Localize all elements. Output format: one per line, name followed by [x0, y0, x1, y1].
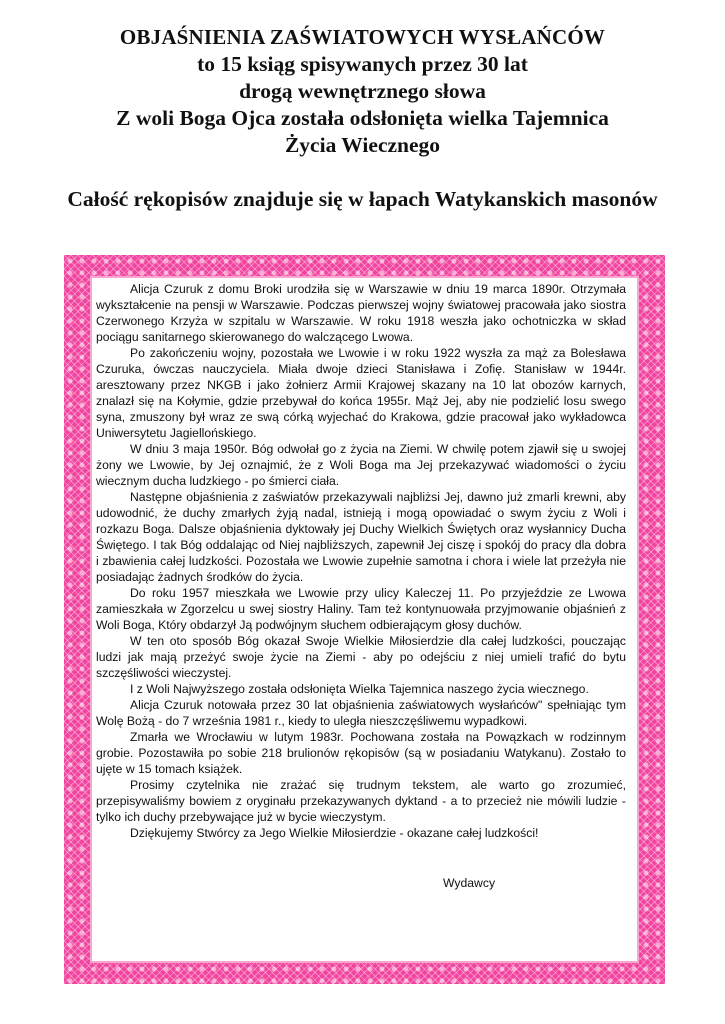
signature: Wydawcy [443, 876, 496, 890]
title-line-1: OBJAŚNIENIA ZAŚWIATOWYCH WYSŁAŃCÓW [119, 25, 606, 49]
title-line-2: to 15 ksiąg spisywanych przez 30 lat [197, 52, 528, 76]
paragraph-11: Dziękujemy Stwórcy za Jego Wielkie Miłosierdzie - okazane całej ludzkości! [130, 826, 539, 840]
subtitle: Całość rękopisów znajduje się w łapach Watykanskich masonów [67, 187, 658, 211]
paragraph-9: Zmarła we Wrocławiu w lutym 1983r. Pochowana została na Powązkach w rodzinnym grobie. Pozostawiła po sobie 218 brulionów rękopisów (są w posiadaniu Watykanu). Zostało to ujęte w 15 tomach książek. [96, 730, 626, 776]
paragraph-5: Do roku 1957 mieszkała we Lwowie przy ulicy Kaleczej 11. Po przyjeździe ze Lwowa zamieszkała w Zgorzelcu u swej siostry Haliny. Tam też kontynuowała przyjmowanie objaśnień z Woli Boga, Który obdarzył Ją podwójnym słuchem odbierającym głosy duchów. [96, 586, 626, 632]
paragraph-1: Alicja Czuruk z domu Broki urodziła się w Warszawie w dniu 19 marca 1890r. Otrzymała wykształcenie na pensji w Warszawie. Podczas pierwszej wojny światowej pracowała jako siostra Czerwonego Krzyża w szpitalu w Warszawie. W roku 1918 weszła jako ochotniczka w skład pociągu sanitarnego skierowanego do walczącego Lwowa. [96, 282, 626, 344]
paragraph-8: Alicja Czuruk notowała przez 30 lat objaśnienia zaświatowych wysłańców" spełniając tym Wolę Bożą - do 7 września 1981 r., kiedy to uległa nieszczęśliwemu wypadkowi. [96, 698, 626, 728]
body-text [96, 281, 626, 841]
title-line-4: Z woli Boga Ojca została odsłonięta wielka Tajemnica [116, 106, 609, 130]
title-line-5: Życia Wiecznego [284, 133, 441, 157]
paragraph-10: Prosimy czytelnika nie zrażać się trudnym tekstem, ale warto go zrozumieć, przepisywaliśmy bowiem z oryginału przekazywanych dyktand - a to przecież nie mówili ludzie - tylko ich duchy przebywające już w bycie wieczystym. [96, 778, 626, 824]
paragraph-2: Po zakończeniu wojny, pozostała we Lwowie i w roku 1922 wyszła za mąż za Bolesława Czuruka, ówczas nauczyciela. Miała dwoje dzieci Stanisława i Zofię. Stanisław w 1944r. aresztowany przez NKGB i jako żołnierz Armii Krajowej skazany na 10 lat obozów karnych, znalazł się na Kołymie, gdzie przebywał do końca 1955r. Mąż Jej, aby nie podzielić losu swego syna, zmuszony był wraz ze swą córką wyjechać do Krakowa, gdzie pracował jako wykładowca Uniwersytetu Jagiellońskiego. [96, 346, 626, 440]
paragraph-6: W ten oto sposób Bóg okazał Swoje Wielkie Miłosierdzie dla całej ludzkości, pouczając ludzi jak mają przeżyć swoje życie na Ziemi - aby po odejściu z niej umieli trafić do bytu szczęśliwości wieczystej. [96, 634, 626, 680]
title-line-3: drogą wewnętrznego słowa [239, 79, 486, 103]
paragraph-7: I z Woli Najwyższego została odsłonięta Wielka Tajemnica naszego życia wiecznego. [130, 682, 589, 696]
paragraph-3: W dniu 3 maja 1950r. Bóg odwołał go z życia na Ziemi. W chwilę potem zjawił się u swojej żony we Lwowie, by Jej oznajmić, że z Woli Boga ma Jej przekazywać wiadomości o życiu wiecznym ducha ludzkiego - po śmierci ciała. [96, 442, 626, 488]
title-block [0, 24, 725, 159]
paragraph-4: Następne objaśnienia z zaświatów przekazywali najbliżsi Jej, dawno już zmarli krewni, aby udowodnić, że duchy zmarłych żyją nadal, istnieją i mogą opowiadać o swym życiu z Woli i rozkazu Boga. Dalsze objaśnienia dyktowały jej Duchy Wielkich Świętych oraz wysłannicy Ducha Świętego. I tak Bóg oddalając od Niej najbliższych, zapewnił Jej ciszę i spokój do pracy dla dobra i zbawienia całej ludzkości. Pozostała we Lwowie zupełnie samotna i chora i wiele lat przeżyła nie posiadając żadnych środków do życia. [96, 490, 626, 584]
